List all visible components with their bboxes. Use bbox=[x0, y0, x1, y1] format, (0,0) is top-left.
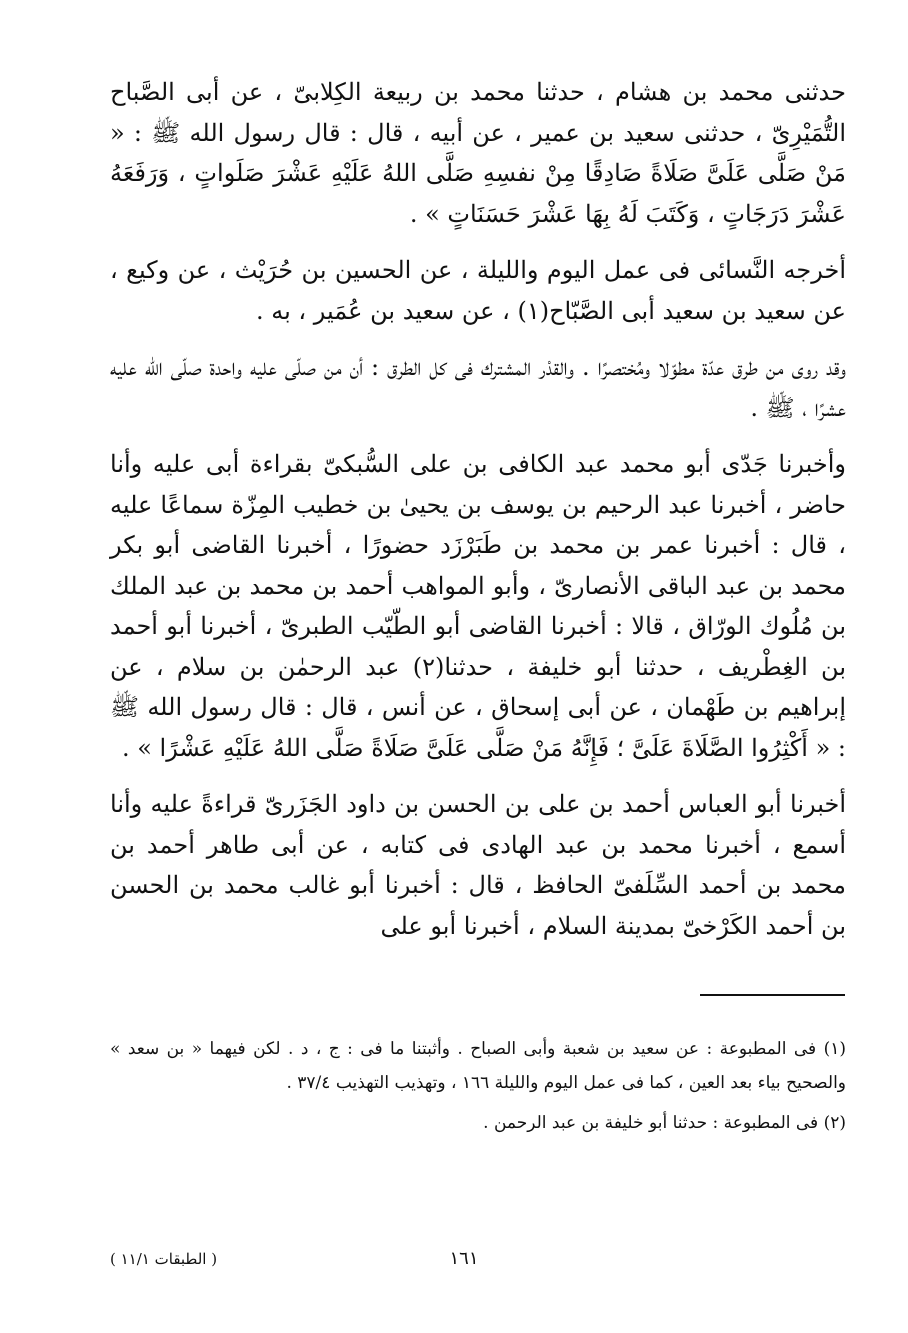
footnotes bbox=[110, 1032, 846, 1146]
paragraph-1: حدثنى محمد بن هشام ، حدثنا محمد بن ربيعة الكِلابىّ ، عن أبى الصَّباح التُّمَيْرِىّ ، حدثنى سعيد بن عمير ، عن أبيه ، قال : قال رسول الله ﷺ : « مَنْ صَلَّى عَلَىَّ صَلَاةً صَادِقًا مِنْ نفسِهِ صَلَّى اللهُ عَلَيْهِ عَشْرَ صَلَواتٍ ، وَرَفَعَهُ عَشْرَ دَرَجَاتٍ ، وَكَتَبَ لَهُ بِهَا عَشْرَ حَسَنَاتٍ » . bbox=[110, 78, 846, 228]
paragraph-4: وأخبرنا جَدّى أبو محمد عبد الكافى بن على السُّبكىّ بقراءة أبى عليه وأنا حاضر ، أخبرنا عبد الرحيم بن يوسف بن يحيىٰ بن خطيب المِزّة سماعًا عليه ، قال : أخبرنا عمر بن محمد بن طَبَرْزَد حضورًا ، أخبرنا القاضى أبو بكر محمد بن عبد الباقى الأنصارىّ ، وأبو المواهب أحمد بن محمد بن عبد الملك بن مُلُوك الورّاق ، قالا : أخبرنا القاضى أبو الطّيّب الطبرىّ ، أخبرنا أبو أحمد بن الغِطْريف ، حدثنا أبو خليفة ، حدثنا(٢) عبد الرحمٰن بن سلام ، عن إبراهيم بن طَهْمان ، عن أبى إسحاق ، عن أنس ، قال : قال رسول الله ﷺ : « أَكْثِرُوا الصَّلَاةَ عَلَىَّ ؛ فَإِنَّهُ مَنْ صَلَّى عَلَىَّ صَلَاةً صَلَّى اللهُ عَلَيْهِ عَشْرًا » . bbox=[110, 450, 846, 762]
main-text bbox=[110, 72, 846, 962]
paragraph-2: أخرجه النَّسائى فى عمل اليوم والليلة ، عن الحسين بن حُرَيْث ، عن وكيع ، عن سعيد بن سعيد أبى الصَّبّاح(١) ، عن سعيد بن عُمَير ، به . bbox=[110, 256, 846, 325]
footnote-divider bbox=[700, 994, 845, 996]
paragraph-3: وقد روى من طرق عدّة مطوّلا ومُختصرًا . والقدْر المشترك فى كل الطرق : أن من صلّى عليه واحدة صلّى الله عليه عشرًا ، ﷺ . bbox=[110, 353, 846, 422]
page-number: ١٦١ bbox=[449, 1248, 479, 1269]
paragraph-5: أخبرنا أبو العباس أحمد بن على بن الحسن بن داود الجَزَرىّ قراءةً عليه وأنا أسمع ، أخبرنا محمد بن عبد الهادى فى كتابه ، عن أبى طاهر أحمد بن محمد بن أحمد السِّلَفىّ الحافظ ، قال : أخبرنا أبو غالب محمد بن الحسن بن أحمد الكَرْخىّ بمدينة السلام ، أخبرنا أبو على bbox=[110, 790, 846, 940]
signature-mark: ( الطبقات ١١/١ ) bbox=[110, 1250, 218, 1268]
footnote-2: (٢) فى المطبوعة : حدثنا أبو خليفة بن عبد الرحمن . bbox=[483, 1113, 846, 1133]
footnote-1: (١) فى المطبوعة : عن سعيد بن شعبة وأبى الصباح . وأثبتنا ما فى : ج ، د . لكن فيهما « بن سعد » والصحيح بياء بعد العين ، كما فى عمل اليوم والليلة ١٦٦ ، وتهذيب التهذيب ٣٧/٤ . bbox=[110, 1039, 846, 1093]
